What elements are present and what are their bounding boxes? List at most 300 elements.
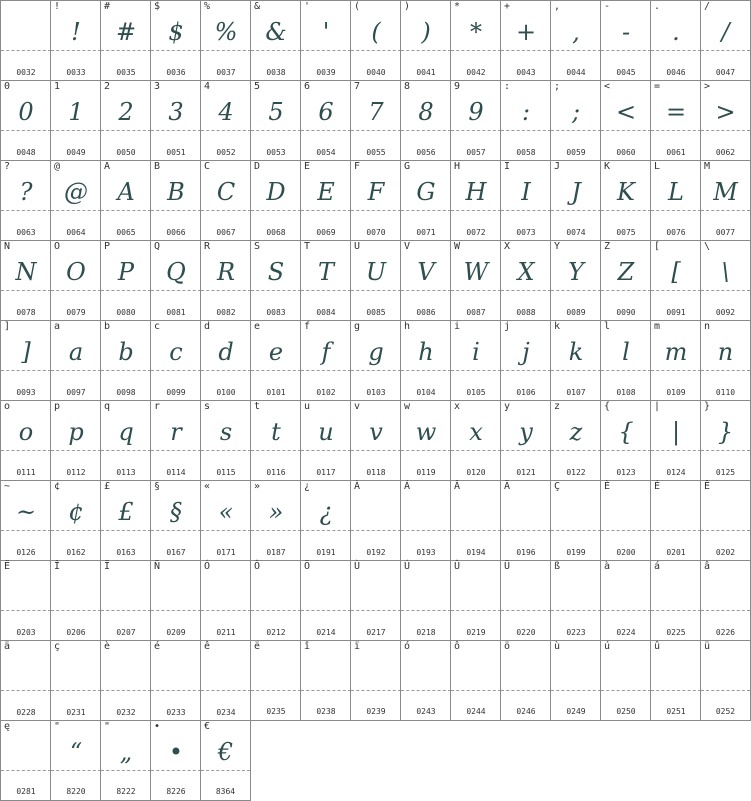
char-label: à — [604, 561, 611, 572]
glyph-cell — [650, 640, 701, 721]
glyph-sample: » — [268, 498, 284, 526]
glyph-cell — [50, 640, 101, 721]
glyph-cell — [200, 0, 251, 81]
char-code: 0192 — [366, 548, 386, 557]
glyph-cell — [500, 160, 551, 241]
glyph-cell — [300, 480, 351, 561]
glyph-sample: > — [715, 98, 736, 126]
char-code: 0101 — [266, 388, 286, 397]
glyph-cell — [500, 240, 551, 321]
char-label: U — [354, 241, 361, 252]
glyph-sample: w — [415, 418, 437, 446]
glyph-cell — [250, 320, 301, 401]
char-code: 0103 — [366, 388, 386, 397]
char-code: 0076 — [666, 228, 686, 237]
char-label: 9 — [454, 81, 461, 92]
baseline-guide — [351, 210, 401, 211]
char-label: $ — [154, 1, 161, 12]
char-label: Ô — [254, 561, 261, 572]
char-label: ~ — [4, 481, 11, 492]
baseline-guide — [101, 770, 151, 771]
char-code: 0118 — [366, 468, 386, 477]
glyph-sample: 7 — [368, 98, 384, 126]
glyph-cell — [600, 80, 651, 161]
char-code: 0040 — [366, 68, 386, 77]
char-label: p — [54, 401, 61, 412]
char-code: 0233 — [166, 708, 186, 717]
char-code: 0033 — [66, 68, 86, 77]
char-label: Â — [454, 481, 461, 492]
char-label: Û — [454, 561, 461, 572]
char-label: Ö — [304, 561, 311, 572]
baseline-guide — [1, 210, 51, 211]
baseline-guide — [351, 610, 401, 611]
char-label: ) — [404, 1, 411, 12]
char-label: \ — [704, 241, 711, 252]
char-label: J — [554, 161, 561, 172]
baseline-guide — [701, 370, 750, 371]
char-label: â — [704, 561, 711, 572]
glyph-sample: ' — [322, 18, 330, 46]
glyph-sample: Z — [617, 258, 635, 286]
char-code: 8226 — [166, 787, 186, 796]
glyph-cell — [300, 400, 351, 481]
char-code: 0252 — [715, 707, 736, 716]
char-label: . — [654, 1, 661, 12]
baseline-guide — [201, 130, 251, 131]
glyph-sample: W — [463, 258, 489, 286]
char-label: , — [554, 1, 561, 12]
glyph-cell — [500, 480, 551, 561]
glyph-cell — [0, 160, 51, 241]
char-label: " — [54, 721, 61, 732]
glyph-sample: ) — [421, 18, 431, 46]
char-code: 0036 — [166, 68, 186, 77]
char-code: 0219 — [466, 628, 486, 637]
char-label: G — [404, 161, 411, 172]
char-code: 0196 — [516, 548, 536, 557]
baseline-guide — [201, 610, 251, 611]
glyph-cell — [250, 480, 301, 561]
baseline-guide — [601, 690, 651, 691]
char-code: 0091 — [666, 308, 686, 317]
char-code: 0187 — [266, 548, 286, 557]
baseline-guide — [301, 450, 351, 451]
glyph-sample: + — [515, 18, 537, 46]
char-label: « — [204, 481, 211, 492]
glyph-cell — [600, 240, 651, 321]
char-label: % — [204, 1, 211, 12]
char-code: 0074 — [566, 228, 586, 237]
char-code: 0194 — [466, 548, 486, 557]
char-label: € — [204, 721, 211, 732]
glyph-sample: R — [216, 258, 236, 286]
glyph-cell — [100, 240, 151, 321]
char-code: 8364 — [215, 787, 236, 796]
char-code: 0199 — [566, 548, 586, 557]
glyph-cell — [550, 0, 601, 81]
glyph-sample: O — [66, 258, 86, 286]
char-code: 0239 — [366, 707, 386, 716]
char-code: 0191 — [316, 548, 336, 557]
char-label: = — [654, 81, 661, 92]
baseline-guide — [601, 210, 651, 211]
baseline-guide — [351, 290, 401, 291]
baseline-guide — [501, 530, 551, 531]
glyph-cell — [300, 80, 351, 161]
baseline-guide — [201, 210, 251, 211]
glyph-sample: [ — [671, 258, 681, 286]
glyph-cell — [650, 560, 701, 641]
char-label: : — [504, 81, 511, 92]
char-code: 0211 — [216, 628, 236, 637]
char-label: Á — [404, 481, 411, 492]
baseline-guide — [1, 770, 51, 771]
glyph-cell — [150, 640, 201, 721]
glyph-cell — [650, 400, 701, 481]
char-code: 0207 — [116, 628, 136, 637]
glyph-cell — [500, 640, 551, 721]
baseline-guide — [251, 130, 301, 131]
char-code: 0167 — [166, 548, 186, 557]
glyph-cell — [450, 640, 501, 721]
char-label: ï — [354, 641, 361, 652]
baseline-guide — [301, 530, 351, 531]
glyph-sample: « — [218, 498, 234, 526]
glyph-sample: a — [68, 338, 84, 366]
glyph-cell — [50, 480, 101, 561]
char-code: 0234 — [216, 708, 236, 717]
baseline-guide — [351, 370, 401, 371]
char-label: O — [54, 241, 61, 252]
baseline-guide — [151, 530, 201, 531]
glyph-cell — [100, 0, 151, 81]
char-code: 0078 — [16, 308, 36, 317]
char-code: 0048 — [16, 148, 36, 157]
char-code: 0105 — [466, 388, 486, 397]
char-code: 0117 — [316, 468, 336, 477]
char-label: I — [504, 161, 511, 172]
baseline-guide — [601, 370, 651, 371]
char-code: 0032 — [16, 68, 36, 77]
baseline-guide — [201, 290, 251, 291]
baseline-guide — [501, 450, 551, 451]
baseline-guide — [651, 690, 701, 691]
glyph-sample: G — [416, 178, 436, 206]
char-code: 0082 — [216, 308, 236, 317]
char-label: T — [304, 241, 311, 252]
glyph-sample: J — [571, 178, 581, 206]
glyph-sample: @ — [64, 178, 88, 206]
baseline-guide — [651, 290, 701, 291]
char-code: 0243 — [416, 707, 436, 716]
glyph-sample: x — [469, 418, 483, 446]
glyph-cell — [150, 560, 201, 641]
baseline-guide — [51, 610, 101, 611]
char-label: & — [254, 1, 261, 12]
char-code: 0063 — [16, 228, 36, 237]
glyph-sample: ( — [371, 18, 381, 46]
baseline-guide — [601, 450, 651, 451]
glyph-sample: : — [521, 98, 531, 126]
glyph-cell — [100, 160, 151, 241]
glyph-cell — [0, 400, 51, 481]
char-label: Ç — [554, 481, 561, 492]
char-code: 0090 — [616, 308, 636, 317]
glyph-sample: „ — [119, 738, 133, 766]
char-label: m — [654, 321, 661, 332]
glyph-cell — [50, 80, 101, 161]
char-label: Î — [54, 561, 61, 572]
char-label: > — [704, 81, 711, 92]
char-code: 0200 — [616, 548, 636, 557]
glyph-sample: H — [465, 178, 487, 206]
glyph-cell — [500, 80, 551, 161]
glyph-cell — [550, 320, 601, 401]
char-code: 8222 — [116, 787, 136, 796]
char-code: 0085 — [366, 308, 386, 317]
baseline-guide — [401, 50, 451, 51]
glyph-sample: # — [115, 18, 137, 46]
glyph-cell — [650, 0, 701, 81]
glyph-cell — [250, 560, 301, 641]
baseline-guide — [301, 210, 351, 211]
char-code: 0218 — [416, 628, 436, 637]
char-label: w — [404, 401, 411, 412]
char-label: W — [454, 241, 461, 252]
char-label: | — [654, 401, 661, 412]
glyph-sample: y — [519, 418, 533, 446]
glyph-sample: E — [317, 178, 335, 206]
glyph-sample: e — [268, 338, 284, 366]
glyph-cell — [0, 320, 51, 401]
baseline-guide — [401, 610, 451, 611]
baseline-guide — [1, 690, 51, 691]
baseline-guide — [351, 450, 401, 451]
glyph-cell — [350, 560, 401, 641]
glyph-sample: j — [522, 338, 530, 366]
baseline-guide — [651, 210, 701, 211]
char-code: 0126 — [16, 548, 36, 557]
glyph-cell — [350, 0, 401, 81]
char-code: 0108 — [616, 388, 636, 397]
glyph-cell — [600, 160, 651, 241]
baseline-guide — [51, 130, 101, 131]
baseline-guide — [551, 450, 601, 451]
glyph-sample: I — [521, 178, 531, 206]
char-label: c — [154, 321, 161, 332]
char-code: 0232 — [116, 708, 136, 717]
glyph-sample: ~ — [15, 498, 37, 526]
baseline-guide — [651, 50, 701, 51]
glyph-cell — [150, 320, 201, 401]
glyph-cell — [700, 480, 751, 561]
char-code: 0060 — [616, 148, 636, 157]
glyph-sample: f — [321, 338, 331, 366]
char-code: 0193 — [416, 548, 436, 557]
char-code: 0163 — [116, 548, 136, 557]
char-label: s — [204, 401, 211, 412]
glyph-cell — [400, 400, 451, 481]
baseline-guide — [1, 290, 51, 291]
glyph-sample: i — [472, 338, 480, 366]
char-label: ù — [554, 641, 561, 652]
glyph-sample: n — [717, 338, 734, 366]
char-label: ] — [4, 321, 11, 332]
char-code: 0056 — [416, 148, 436, 157]
char-code: 0073 — [516, 228, 536, 237]
char-code: 0281 — [16, 787, 36, 796]
baseline-guide — [51, 770, 101, 771]
glyph-cell — [150, 480, 201, 561]
char-code: 0079 — [66, 308, 86, 317]
glyph-cell — [450, 160, 501, 241]
baseline-guide — [201, 450, 251, 451]
glyph-cell — [700, 560, 751, 641]
glyph-sample: B — [167, 178, 185, 206]
char-label: ü — [704, 641, 711, 652]
char-label: ß — [554, 561, 561, 572]
glyph-cell — [650, 80, 701, 161]
glyph-cell — [350, 400, 401, 481]
char-label: Y — [554, 241, 561, 252]
glyph-cell — [350, 320, 401, 401]
char-code: 0251 — [666, 707, 686, 716]
baseline-guide — [201, 770, 250, 771]
glyph-cell — [600, 0, 651, 81]
baseline-guide — [701, 290, 750, 291]
baseline-guide — [51, 290, 101, 291]
glyph-sample: s — [219, 418, 233, 446]
char-label: D — [254, 161, 261, 172]
glyph-cell — [700, 0, 751, 81]
baseline-guide — [701, 450, 750, 451]
char-code: 0035 — [116, 68, 136, 77]
char-label: ê — [204, 641, 211, 652]
baseline-guide — [551, 130, 601, 131]
char-label: É — [654, 481, 661, 492]
glyph-sample: T — [317, 258, 334, 286]
char-label: ó — [404, 641, 411, 652]
char-label: E — [304, 161, 311, 172]
glyph-sample: u — [318, 418, 334, 446]
char-label: 5 — [254, 81, 261, 92]
baseline-guide — [101, 690, 151, 691]
glyph-sample: \ — [721, 258, 730, 286]
glyph-sample: L — [668, 178, 684, 206]
glyph-sample: • — [168, 738, 184, 766]
baseline-guide — [701, 690, 750, 691]
char-label: ę — [4, 721, 11, 732]
glyph-cell — [450, 480, 501, 561]
char-label: £ — [104, 481, 111, 492]
baseline-guide — [251, 370, 301, 371]
glyph-sample: ? — [19, 178, 33, 206]
glyph-cell — [350, 640, 401, 721]
glyph-cell — [0, 640, 51, 721]
char-label: Ê — [704, 481, 711, 492]
baseline-guide — [151, 450, 201, 451]
char-code: 0250 — [616, 707, 636, 716]
baseline-guide — [651, 610, 701, 611]
glyph-cell — [300, 560, 351, 641]
baseline-guide — [451, 370, 501, 371]
baseline-guide — [101, 50, 151, 51]
glyph-cell — [650, 480, 701, 561]
char-code: 0066 — [166, 228, 186, 237]
glyph-sample: V — [417, 258, 435, 286]
char-label: È — [604, 481, 611, 492]
glyph-cell — [550, 640, 601, 721]
char-code: 0201 — [666, 548, 686, 557]
char-code: 0053 — [266, 148, 286, 157]
baseline-guide — [301, 690, 351, 691]
baseline-guide — [601, 610, 651, 611]
char-code: 0070 — [366, 228, 386, 237]
baseline-guide — [151, 130, 201, 131]
baseline-guide — [351, 130, 401, 131]
char-code: 0212 — [266, 628, 286, 637]
char-label: R — [204, 241, 211, 252]
glyph-cell — [200, 480, 251, 561]
char-code: 0110 — [715, 388, 736, 397]
baseline-guide — [501, 50, 551, 51]
char-code: 0092 — [715, 308, 736, 317]
char-label: 1 — [54, 81, 61, 92]
char-code: 0106 — [516, 388, 536, 397]
glyph-cell — [300, 0, 351, 81]
char-label: @ — [54, 161, 61, 172]
char-code: 0209 — [166, 628, 186, 637]
baseline-guide — [51, 450, 101, 451]
baseline-guide — [1, 610, 51, 611]
baseline-guide — [451, 50, 501, 51]
char-code: 0111 — [16, 468, 36, 477]
glyph-sample: t — [271, 418, 281, 446]
glyph-cell — [450, 80, 501, 161]
glyph-cell — [200, 80, 251, 161]
char-code: 0223 — [566, 628, 586, 637]
glyph-cell — [300, 240, 351, 321]
glyph-cell — [400, 160, 451, 241]
char-code: 0081 — [166, 308, 186, 317]
char-code: 0067 — [216, 228, 236, 237]
baseline-guide — [151, 50, 201, 51]
char-code: 0061 — [666, 148, 686, 157]
char-code: 0099 — [166, 388, 186, 397]
baseline-guide — [701, 130, 750, 131]
baseline-guide — [401, 690, 451, 691]
char-label: [ — [654, 241, 661, 252]
char-label: y — [504, 401, 511, 412]
char-label: • — [154, 721, 161, 732]
glyph-sample: q — [118, 418, 134, 446]
glyph-cell — [50, 320, 101, 401]
char-label: Ú — [404, 561, 411, 572]
char-label: ( — [354, 1, 361, 12]
baseline-guide — [551, 50, 601, 51]
char-code: 0047 — [715, 68, 736, 77]
baseline-guide — [101, 370, 151, 371]
char-label: Ñ — [154, 561, 161, 572]
char-label: 6 — [304, 81, 311, 92]
char-label: ú — [604, 641, 611, 652]
glyph-sample: % — [214, 18, 238, 46]
char-code: 8220 — [66, 787, 86, 796]
glyph-cell — [500, 560, 551, 641]
baseline-guide — [601, 290, 651, 291]
char-label: N — [4, 241, 11, 252]
